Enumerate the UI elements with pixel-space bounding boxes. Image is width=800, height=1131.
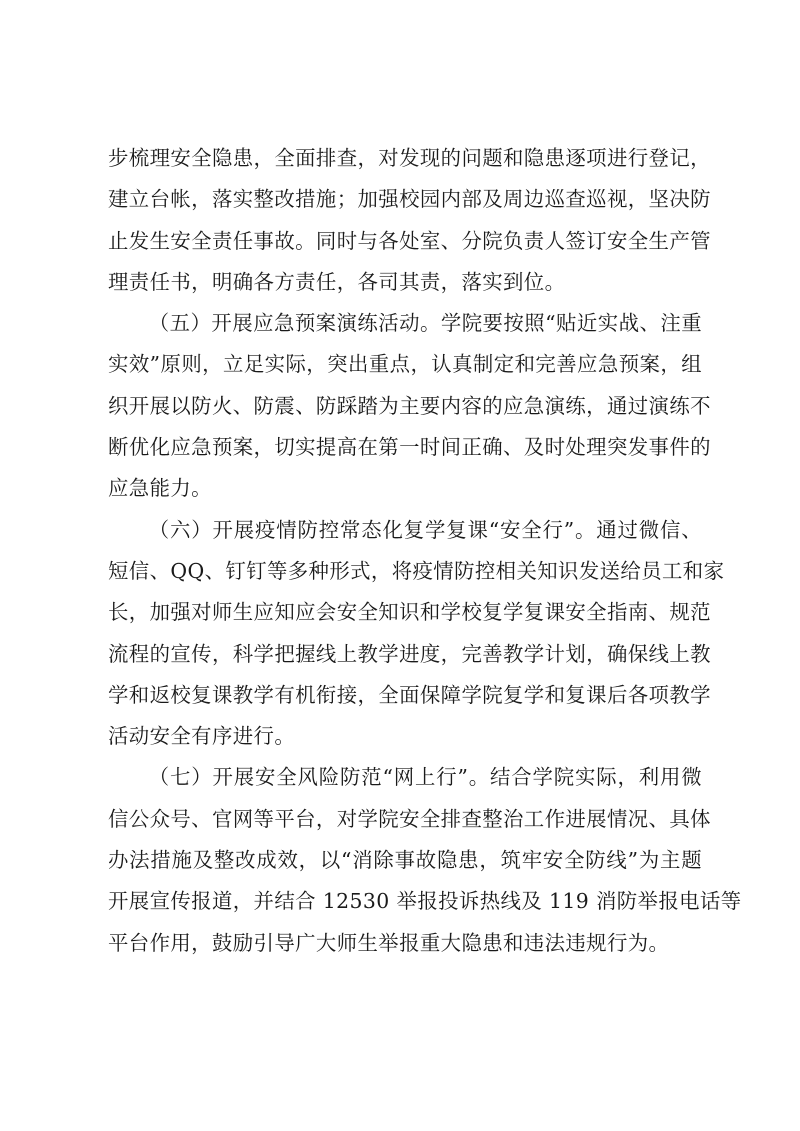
text-line: 活动安全有序进行。 <box>108 724 296 749</box>
paragraph-emergency-drill <box>108 303 711 509</box>
text-line: 应急能力。 <box>108 476 212 501</box>
text-line: 织开展以防火、防震、防踩踏为主要内容的应急演练，通过演练不 <box>108 393 711 418</box>
text-line: 流程的宣传，科学把握线上教学进度，完善教学计划，确保线上教 <box>108 641 711 666</box>
text-line: （五）开展应急预案演练活动。学院要按照“贴近实战、注重 <box>148 311 702 336</box>
text-line: 短信、QQ、钉钉等多种形式，将疫情防控相关知识发送给员工和家 <box>108 558 725 583</box>
text-line: 断优化应急预案，切实提高在第一时间正确、及时处理突发事件的 <box>108 435 711 460</box>
text-line: 实效”原则，立足实际，突出重点，认真制定和完善应急预案，组 <box>108 352 702 377</box>
document-page <box>108 138 742 964</box>
text-line: 长，加强对师生应知应会安全知识和学校复学复课安全指南、规范 <box>108 600 711 625</box>
paragraph-safety-inspection <box>108 138 711 303</box>
text-line: 建立台帐，落实整改措施；加强校园内部及周边巡查巡视，坚决防 <box>108 187 711 212</box>
text-line: 开展宣传报道，并结合 12530 举报投诉热线及 119 消防举报电话等 <box>108 889 742 914</box>
text-line: 学和返校复课教学有机衔接，全面保障学院复学和复课后各项教学 <box>108 682 711 707</box>
text-line: 步梳理安全隐患，全面排查，对发现的问题和隐患逐项进行登记， <box>108 146 711 170</box>
text-line: 平台作用，鼓励引导广大师生举报重大隐患和违法违规行为。 <box>108 930 670 955</box>
paragraph-online-safety <box>108 757 742 963</box>
text-line: 止发生安全责任事故。同时与各处室、分院负责人签订安全生产管 <box>108 228 711 253</box>
text-line: 理责任书，明确各方责任，各司其责，落实到位。 <box>108 269 566 294</box>
paragraph-epidemic-prevention <box>108 510 725 758</box>
text-line: （七）开展安全风险防范“网上行”。结合学院实际，利用微 <box>148 765 702 790</box>
text-line: 信公众号、官网等平台，对学院安全排查整治工作进展情况、具体 <box>108 806 711 831</box>
text-line: （六）开展疫情防控常态化复学复课“安全行”。通过微信、 <box>148 517 702 542</box>
text-line: 办法措施及整改成效，以“消除事故隐患，筑牢安全防线”为主题 <box>108 848 702 873</box>
